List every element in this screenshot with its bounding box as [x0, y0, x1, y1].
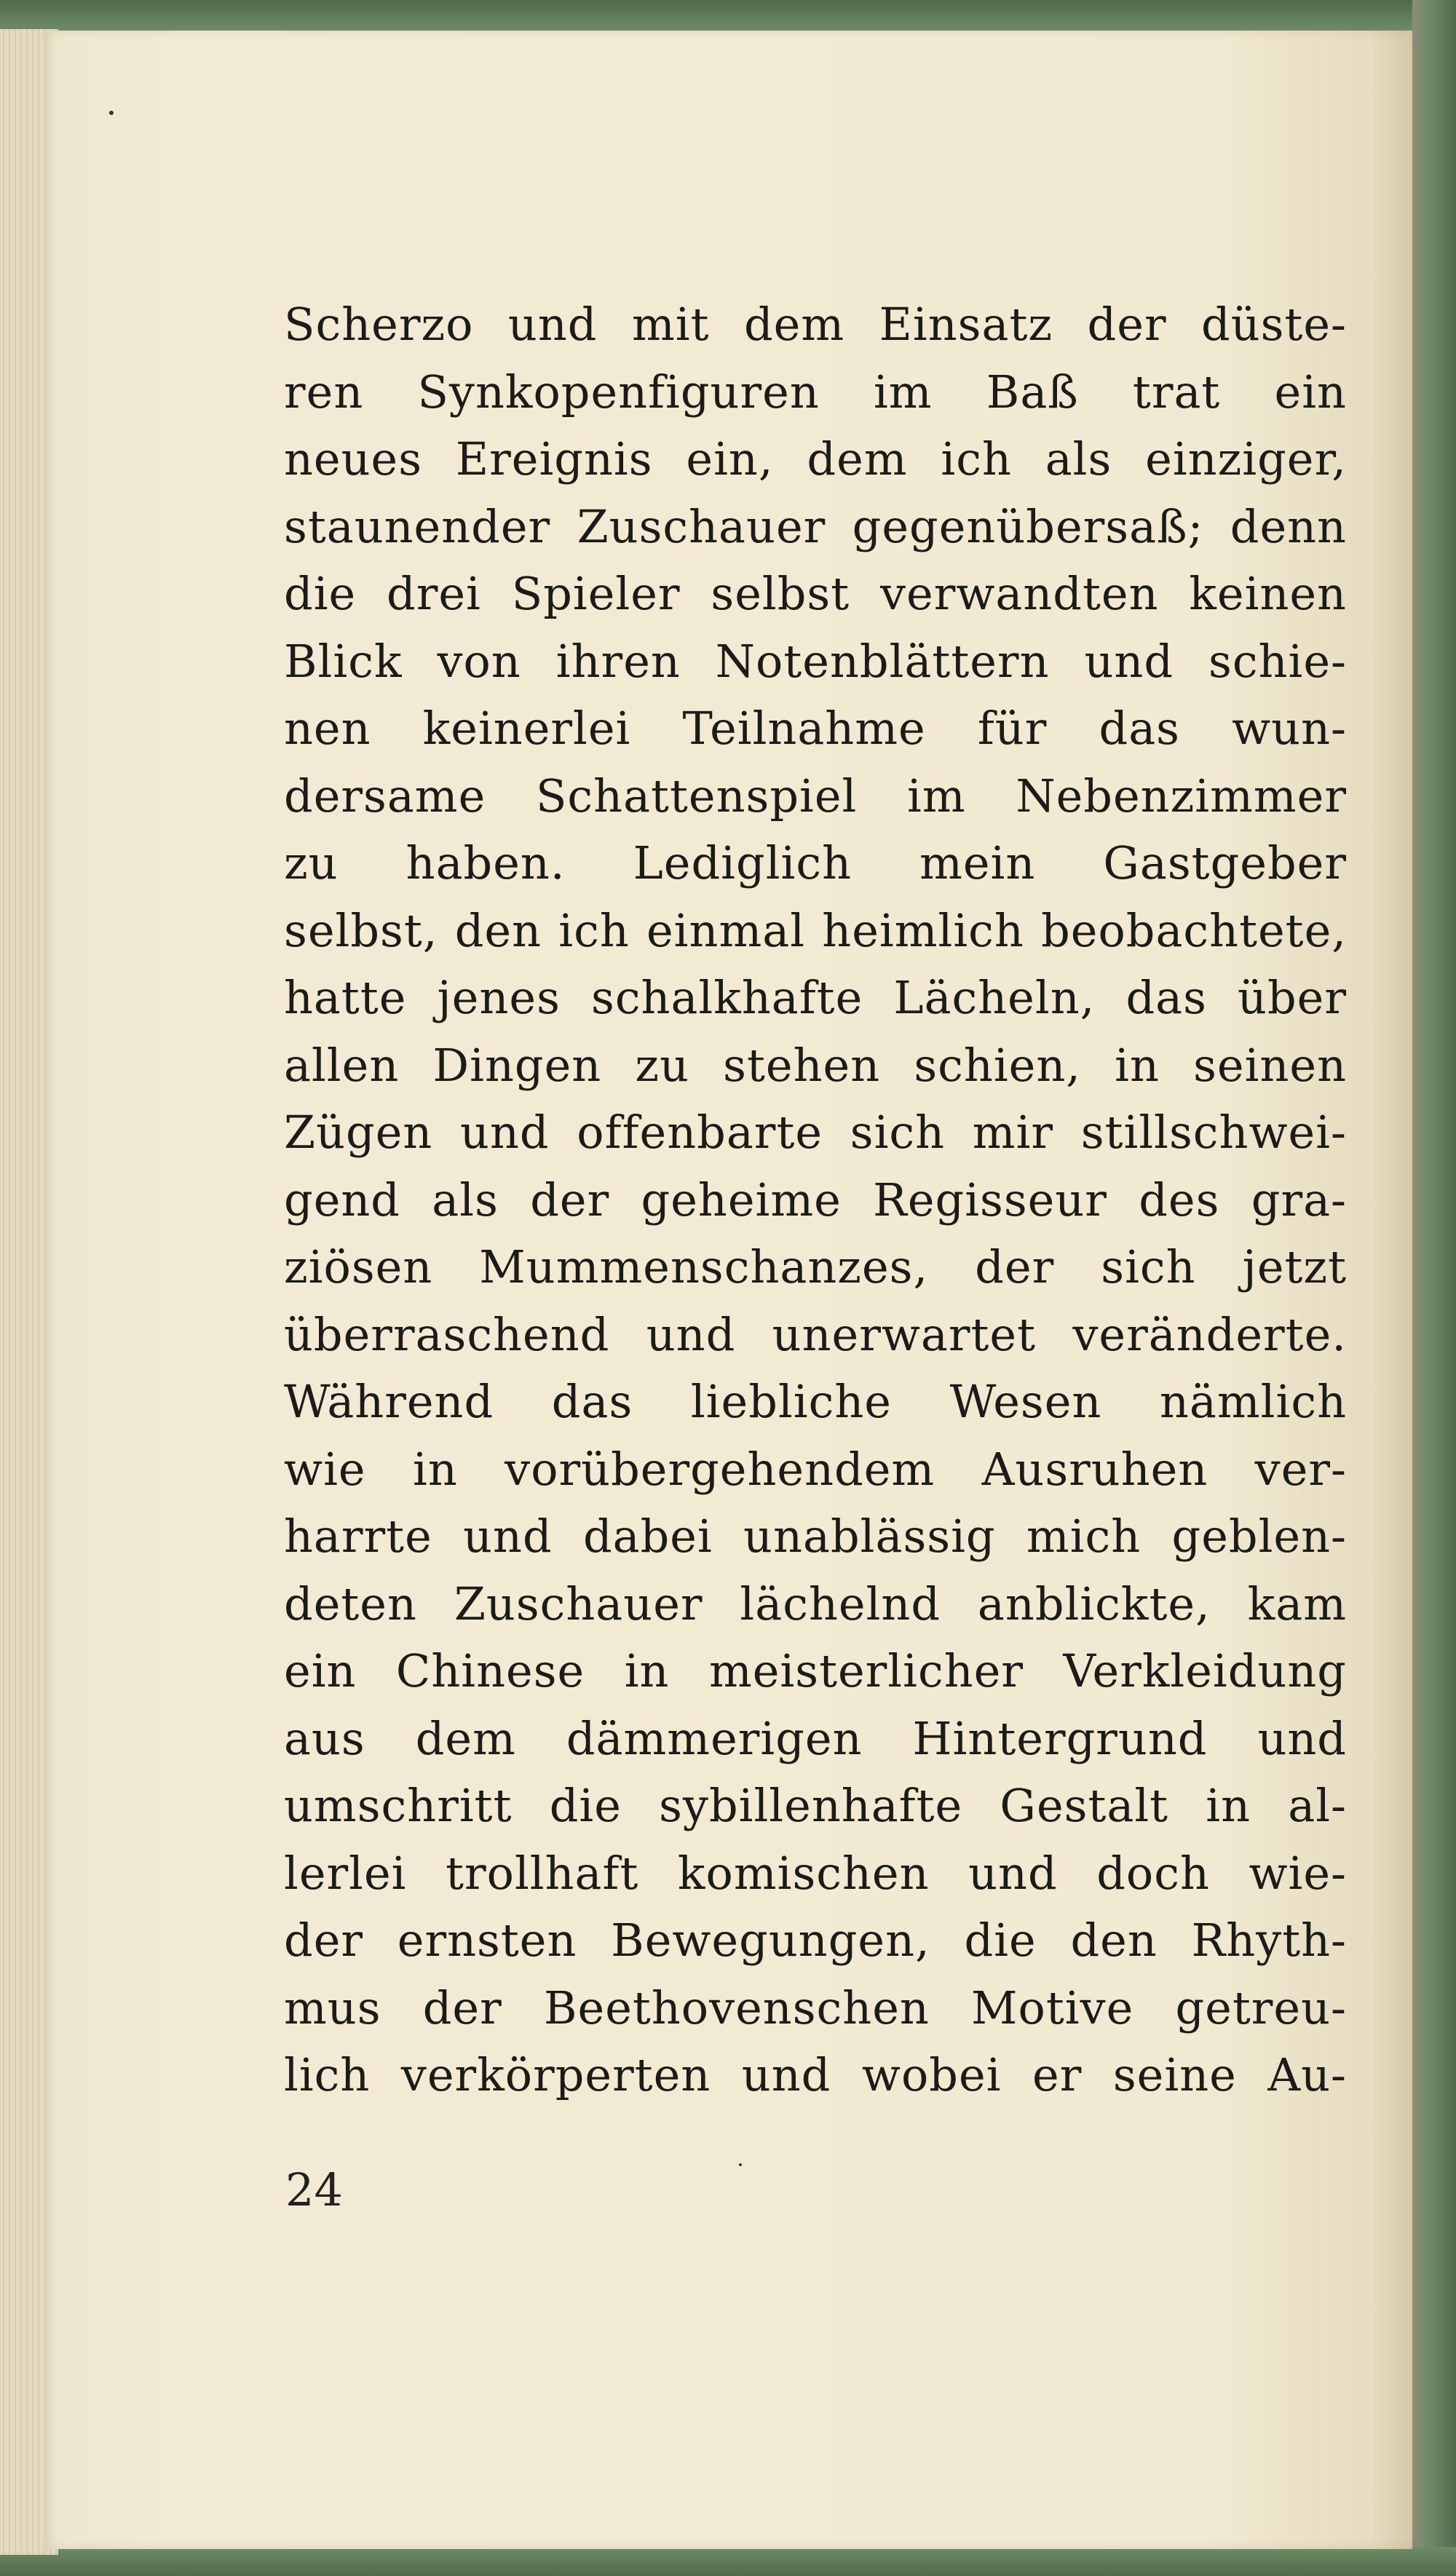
- text-line: dersame Schattenspiel im Nebenzimmer: [284, 769, 1347, 823]
- text-line: umschritt die sybillenhafte Gestalt in al-: [284, 1779, 1347, 1832]
- text-line: harrte und dabei unablässig mich geblen-: [284, 1510, 1347, 1563]
- text-line: lerlei trollhaft komischen und doch wie-: [284, 1846, 1347, 1900]
- text-line: ziösen Mummenschanzes, der sich jetzt: [284, 1240, 1347, 1293]
- text-line: staunender Zuschauer gegenübersaß; denn: [284, 499, 1347, 553]
- page-number: 24: [285, 2163, 343, 2216]
- text-line: lich verkörperten und wobei er seine Au-: [284, 2048, 1347, 2101]
- text-line: überraschend und unerwartet veränderte.: [284, 1307, 1347, 1361]
- text-line: gend als der geheime Regisseur des gra-: [284, 1173, 1347, 1226]
- text-line: aus dem dämmerigen Hintergrund und: [284, 1711, 1347, 1765]
- book-cover-bottom: [0, 2547, 1456, 2576]
- text-line: Scherzo und mit dem Einsatz der düste-: [284, 298, 1347, 351]
- text-line: nen keinerlei Teilnahme für das wun-: [284, 702, 1347, 755]
- book-cover-right: [1412, 0, 1456, 2576]
- text-line: ein Chinese in meisterlicher Verkleidung: [284, 1644, 1347, 1697]
- text-line: die drei Spieler selbst verwandten keinen: [284, 567, 1347, 620]
- text-line: mus der Beethovenschen Motive getreu-: [284, 1981, 1347, 2034]
- text-line: deten Zuschauer lächelnd anblickte, kam: [284, 1577, 1347, 1630]
- text-line: Während das liebliche Wesen nämlich: [284, 1375, 1347, 1428]
- text-line: der ernsten Bewegungen, die den Rhyth-: [284, 1914, 1347, 1967]
- text-line: neues Ereignis ein, dem ich als einziger,: [284, 432, 1347, 486]
- body-text: [284, 291, 1347, 2109]
- text-line: ren Synkopenfiguren im Baß trat ein: [284, 365, 1347, 419]
- paper-speck: [739, 2163, 742, 2166]
- text-line: allen Dingen zu stehen schien, in seinen: [284, 1038, 1347, 1092]
- text-line: selbst, den ich einmal heimlich beobachtete,: [284, 903, 1347, 957]
- text-line: zu haben. Lediglich mein Gastgeber: [284, 836, 1347, 889]
- text-line: hatte jenes schalkhafte Lächeln, das über: [284, 971, 1347, 1024]
- text-line: Blick von ihren Notenblättern und schie-: [284, 634, 1347, 688]
- text-line: Zügen und offenbarte sich mir stillschwei-: [284, 1106, 1347, 1159]
- text-line: wie in vorübergehendem Ausruhen ver-: [284, 1442, 1347, 1496]
- paper-speck: [109, 111, 114, 115]
